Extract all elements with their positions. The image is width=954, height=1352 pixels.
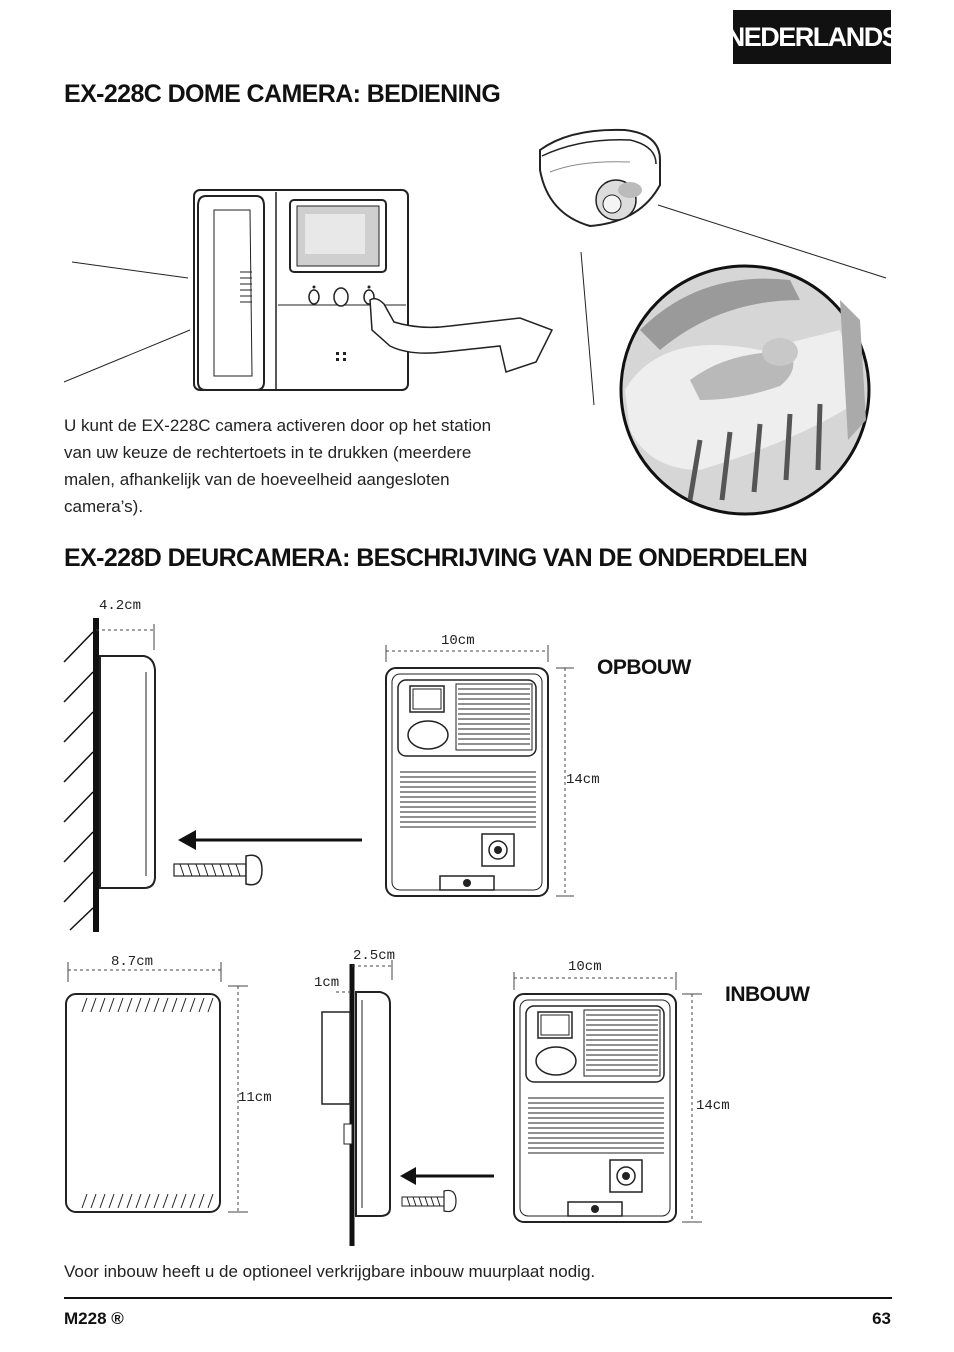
front-panel-surface [386,645,574,896]
language-tab: NEDERLANDS [733,10,891,64]
screw [402,1190,456,1211]
dimension-label: 14cm [696,1098,730,1114]
dimension-label: 8.7cm [111,954,154,970]
flush-mount-note: Voor inbouw heeft u de optioneel verkrijgbare inbouw muurplaat nodig. [64,1262,596,1281]
section-title-dome-camera: EX-228C DOME CAMERA: BEDIENING [64,80,501,108]
instructions-line: malen, afhankelijk van de hoeveelheid aangesloten [64,470,450,489]
section-title-door-camera: EX-228D DEURCAMERA: BESCHRIJVING VAN DE ONDERDELEN [64,544,808,572]
label-opbouw: OPBOUW [597,656,691,679]
page-number: 63 [872,1309,891,1328]
instructions-line: camera’s). [64,497,144,516]
footer-model: M228 ® [64,1309,124,1328]
screw [174,855,262,884]
instructions-line: van uw keuze de rechtertoets in te drukken (meerdere [64,443,472,462]
wall [64,618,96,932]
dimension-label: 1cm [314,975,340,991]
dimension-label: 4.2cm [99,598,142,614]
dimension-label: 10cm [441,633,475,649]
flush-back-box [66,962,248,1212]
front-panel-flush [514,972,702,1222]
dimension-label: 11cm [238,1090,272,1106]
dimension-label: 2.5cm [353,948,396,964]
dimension-label: 14cm [566,772,600,788]
dimension-label: 10cm [568,959,602,975]
label-inbouw: INBOUW [725,983,810,1006]
instructions-line: U kunt de EX-228C camera activeren door op het station [64,416,492,435]
side-view-flush [322,960,392,1246]
side-view-surface [100,656,155,888]
footer-rule [64,1297,892,1299]
